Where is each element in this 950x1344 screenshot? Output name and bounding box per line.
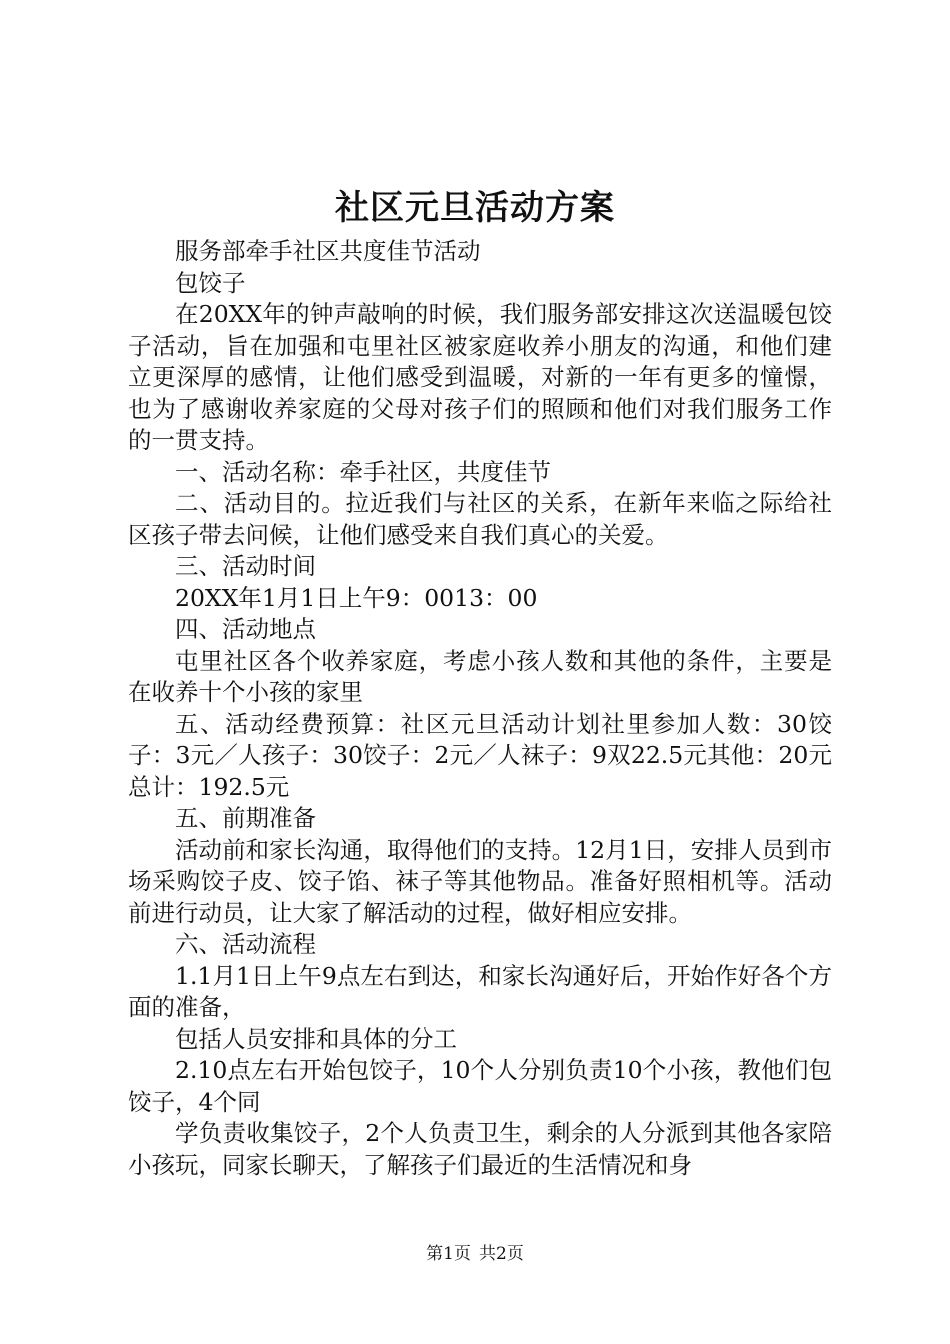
document-body: [128, 236, 832, 1181]
paragraph: 2.10点左右开始包饺子，10个人分别负责10个小孩，教他们包饺子，4个同: [128, 1056, 832, 1116]
paragraph: 屯里社区各个收养家庭，考虑小孩人数和其他的条件，主要是在收养十个小孩的家里: [128, 646, 832, 706]
paragraph: 二、活动目的。拉近我们与社区的关系，在新年来临之际给社区孩子带去问候，让他们感受来自我们真心的关爱。: [128, 489, 832, 549]
paragraph: 1.1月1日上午9点左右到达，和家长沟通好后，开始作好各个方面的准备，: [128, 961, 832, 1021]
paragraph: 三、活动时间: [175, 552, 316, 580]
paragraph: 20XX年1月1日上午9：0013：00: [175, 583, 538, 612]
page-number: 第1页: [426, 1244, 471, 1264]
document-title: 社区元旦活动方案: [335, 188, 615, 228]
paragraph: 五、前期准备: [175, 804, 316, 832]
paragraph: 包括人员安排和具体的分工: [175, 1024, 457, 1053]
paragraph: 六、活动流程: [175, 930, 316, 958]
paragraph: 四、活动地点: [175, 615, 316, 643]
paragraph: 学负责收集饺子，2个人负责卫生，剩余的人分派到其他各家陪小孩玩，同家长聊天，了解孩子们最近的生活情况和身: [128, 1119, 832, 1179]
paragraph: 活动前和家长沟通，取得他们的支持。12月1日，安排人员到市场采购饺子皮、饺子馅、袜子等其他物品。准备好照相机等。活动前进行动员，让大家了解活动的过程，做好相应安排。: [128, 835, 832, 927]
paragraph: 在20XX年的钟声敲响的时候，我们服务部安排这次送温暖包饺子活动，旨在加强和屯里社区被家庭收养小朋友的沟通，和他们建立更深厚的感情，让他们感受到温暖，对新的一年有更多的憧憬，也为了感谢收养家庭的父母对孩子们的照顾和他们对我们服务工作的一贯支持。: [128, 300, 832, 454]
paragraph: 服务部牵手社区共度佳节活动: [175, 237, 481, 265]
paragraph: 包饺子: [175, 268, 246, 297]
page-total: 共2页: [479, 1244, 524, 1264]
paragraph: 一、活动名称：牵手社区，共度佳节: [175, 457, 551, 486]
page-footer: [0, 1243, 950, 1265]
paragraph: 五、活动经费预算：社区元旦活动计划社里参加人数：30饺子：3元／人孩子：30饺子：2元／人袜子：9双22.5元其他：20元总计：192.5元: [128, 709, 832, 801]
